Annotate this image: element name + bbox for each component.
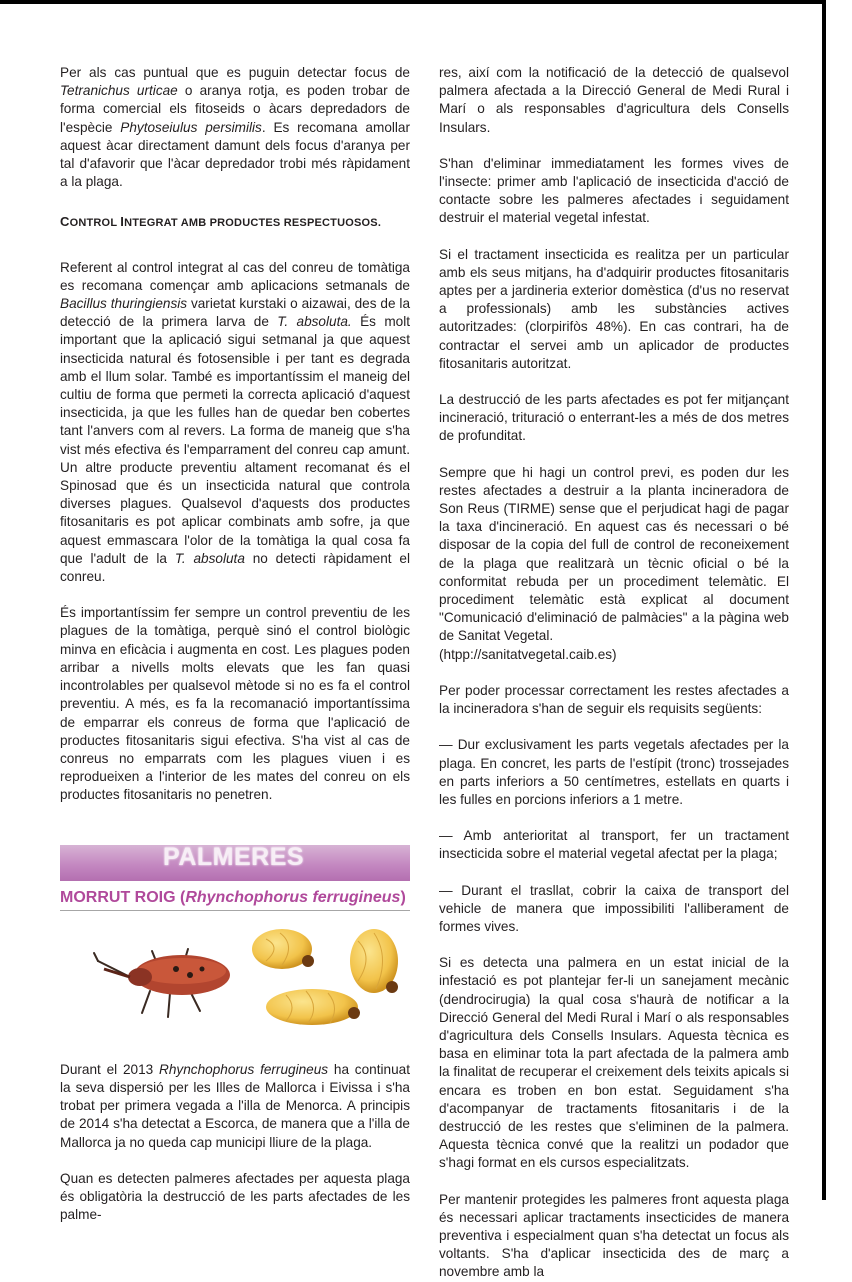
left-column [60, 64, 410, 1224]
paragraph-incineracio: La destrucció de les parts afectades es pot fer mitjançant incineració, trituració o enterrant-les a més de dos metres de profunditat. [439, 392, 789, 444]
paragraph-son-reus: Sempre que hi hagi un control previ, es poden dur les restes afectades a destruir a la planta incineradora de Son Reus (TIRME) sense que el perjudicat hagi de pagar la taxa d'incineració. En aquest cas és necessari o bé disposar de la copia del full de control de reconeixement de la plaga que realitzarà un tècnic oficial o bé la conformitat rebuda per un procediment telemàtic. El procediment telemàtic està explicat al document "Comunicació d'eliminació de palmàcies" a la pàgina web de Sanitat Vegetal. (htpp://sanitatvegetal.caib.es) [439, 464, 789, 662]
list-item-requisit-3: — Durant el trasllat, cobrir la caixa de transport del vehicle de manera que impossibiliti l'alliberament de formes vives. [439, 882, 789, 934]
species-images [60, 911, 410, 1061]
weevil-larvae-photo [246, 921, 406, 1033]
page-frame-top [0, 0, 826, 4]
red-palm-weevil-photo [90, 931, 242, 1021]
paragraph-acars: Per als cas puntual que es puguin detectar focus de Tetranichus urticae o aranya rotja, es poden trobar de forma comercial els fitoseids o àcars depredadors de l'espècie Phytoseiulus persimilis. Es recomana amollar aquest àcar directament damunt dels focus d'aranya per tal d'afavorir que l'àcar depredador trobi més ràpidament a la plaga. [60, 65, 410, 190]
paragraph-dispersio: Durant el 2013 Rhynchophorus ferrugineus ha continuat la seva dispersió per les Illes de Mallorca i Eivissa i s'ha trobat per primera vegada a l'illa de Menorca. A principis de 2014 s'ha detectat a Escorca, de manera que a l'illa de Mallorca ja no queda cap municipi lliure de la plaga. [60, 1061, 410, 1150]
list-item-requisit-1: — Dur exclusivament les parts vegetals afectades per la plaga. En concret, les parts de l'estípit (tronc) trossejades en parts inferiors a 50 centímetres, estellats en quarts i les fulles en porcions inferiors a 1 metre. [439, 737, 789, 807]
section-title: PALMERES [163, 842, 305, 871]
paragraph-control-integrat: Referent al control integrat al cas del conreu de tomàtiga es recomana començar amb aplicacions setmanals de Bacillus thuringiensis varietat kurstaki o aizawai, des de la detecció de la primera larva de T. absoluta. És molt important que la aplicació sigui setmanal ja que aquest insecticida natural és fotosensible i per tant es degrada amb el llum solar. També es importantíssim el maneig del cultiu de forma que permeti la correcta aplicació d'aquest insecticida, ja que les fulles han de quedar ben cobertes tant l'anvers com al revers. La forma de maneig que s'ha vist més efectiva és l'emparrament del conreu cap amunt. Un altre producte preventiu altament recomanat és el Spinosad que és un insecticida natural que controla diverses plagues. Qualsevol d'aquests dos productes fitosanitaris es pot aplicar combinats amb sofre, ja que aquest emmascara l'olor de la tomàtiga la qual cosa fa que l'adult de la T. absoluta no detecti ràpidament el conreu. [60, 259, 411, 585]
subheading-control-integrat: CONTROL INTEGRAT AMB PRODUCTES RESPECTUOSOS. [60, 214, 382, 230]
section-banner [60, 842, 410, 881]
paragraph-dendrocirugia: Si es detecta una palmera en un estat inicial de la infestació es pot plantejar fer-li un sanejament mecànic (dendrocirugia) la qual cosa s'haurà de notificar a la Direcció General del Medi Rural i Marí o als responsables d'agricultura dels Consells Insulars. Aquesta tècnica es basa en eliminar tota la part afectada de la palmera amb la finalitat de recuperar el creixement dels teixits apicals si encara es troben en bon estat. Seguidament s'ha d'acompanyar de tractaments fitosanitaris i de la destrucció de les restes que s'eliminen de la palmera. Aquesta tècnica convé que la realitzi un podador que s'hagi format en els cursos especialitzats. [439, 955, 789, 1171]
paragraph-eliminar-formes: S'han d'eliminar immediatament les formes vives de l'insecte: primer amb l'aplicació de insecticida d'acció de contacte sobre les palmeres afectades i seguidament destruir el material vegetal infestat. [439, 155, 789, 226]
list-item-requisit-2: — Amb anterioritat al transport, fer un tractament insecticida sobre el material vegetal afectat per la plaga; [439, 828, 789, 862]
paragraph-destruccio: Quan es detecten palmeres afectades per aquesta plaga és obligatòria la destrucció de les parts afectades de les palme- [60, 1170, 410, 1223]
paragraph-notificacio: res, així com la notificació de la detecció de qualsevol palmera afectada a la Direcció General de Medi Rural i Marí o als responsables d'agricultura dels Consells Insulars. [439, 65, 789, 135]
page-frame-right [822, 0, 826, 1200]
paragraph-requisits: Per poder processar correctament les restes afectades a la incineradora s'han de seguir els requisits següents: [439, 682, 789, 717]
paragraph-control-preventiu: És importantíssim fer sempre un control preventiu de les plagues de la tomàtiga, perquè sinó el control biològic minva en eficàcia i augmenta en cost. Les plagues poden arribar a nivells molts elevats que les fan quasi incontrolables per qualsevol mètode si no es fa el control preventiu. A més, es fa la recomanació importantíssima de emparrar els conreus de forma que l'aplicació de productes fitosanitaris sigui efectiva. S'ha vist al cas de conreus no emparrats com les plagues viuen i es reprodueixen a l'interior de les mates del conreu on els productes fitosanitaris no penetren. [60, 605, 410, 803]
sanitat-vegetal-url: (htpp://sanitatvegetal.caib.es) [439, 646, 617, 662]
species-title: MORRUT ROIG (Rhynchophorus ferrugineus) [60, 889, 410, 911]
paragraph-tractaments-preventius: Per mantenir protegides les palmeres front aquesta plaga és necessari aplicar tractaments insecticides de manera preventiva i especialment quan s'ha detectat un focus als voltants. S'ha d'aplicar insecticida des de març a novembre amb la [439, 1191, 789, 1280]
paragraph-tractament-particular: Si el tractament insecticida es realitza per un particular amb els seus mitjans, ha d'adquirir productes fitosanitaris aptes per a jardineria exterior domèstica (d'us no reservat a professionals) amb les substàncies actives autoritzades: (clorpirifòs 48%). En cas contrari, ha de contractar el servei amb un aplicador de productes fitosanitaris autoritzat. [439, 246, 789, 371]
right-column [439, 64, 789, 1282]
